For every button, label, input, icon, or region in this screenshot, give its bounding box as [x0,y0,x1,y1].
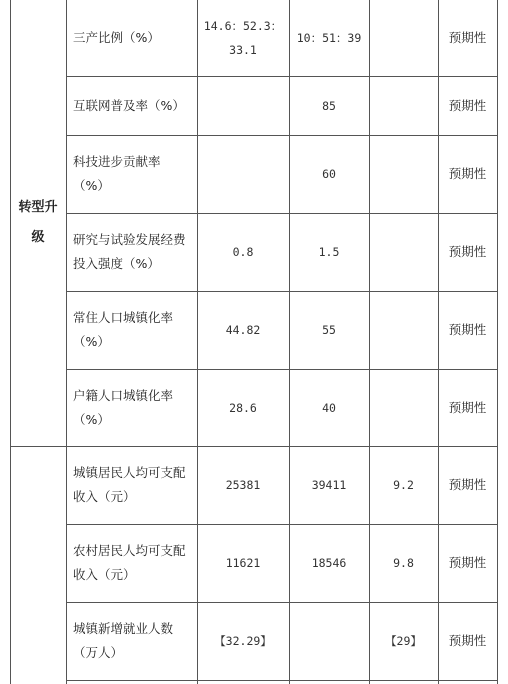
indicator-name: 科技进步贡献率 [73,154,161,169]
base-value-cell [197,369,289,446]
base-value-cell [197,213,289,291]
indicator-name: 户籍人口城镇化率 [73,387,174,403]
indicator-name-cell [66,446,197,524]
indicator-name: 互联网普及率（%） [73,97,185,113]
attribute-cell [438,291,497,369]
base-value-line: 14.6：52.3： [203,19,283,33]
attribute-label: 预期性 [448,244,487,259]
base-value-cell [197,524,289,602]
attribute-cell [438,446,497,524]
target-value-cell [289,446,369,524]
target-value-cell [289,291,369,369]
base-value-cell [197,76,289,135]
attribute-label: 预期性 [448,166,487,181]
indicator-name: （%） [73,411,110,427]
indicator-name: 收入（元） [73,567,136,582]
indicator-name-cell [66,0,197,76]
category-cell [10,0,66,446]
target-value-cell [289,602,369,680]
indicator-name-cell [66,524,197,602]
growth-value-cell [369,213,438,291]
base-value-line: 44.82 [225,323,261,337]
attribute-label: 预期性 [448,30,487,45]
indicator-name: 收入（元） [73,489,136,504]
category-label-line1: 转型升 [18,200,58,215]
indicator-name-cell [66,213,197,291]
attribute-cell [438,602,497,680]
indicator-name-cell [66,135,197,213]
growth-value-cell [369,135,438,213]
attribute-cell [438,524,497,602]
indicator-name-cell [66,291,197,369]
base-value-line: 11621 [225,556,261,570]
target-value: 85 [322,98,336,113]
growth-value-cell [369,602,438,680]
target-value-cell [289,213,369,291]
attribute-cell [438,0,497,76]
target-value: 55 [322,323,336,337]
attribute-label: 预期性 [448,399,487,415]
base-value-cell [197,135,289,213]
indicator-name-cell [66,76,197,135]
indicator-name: 农村居民人均可支配 [73,543,186,558]
growth-value-cell [369,446,438,524]
indicator-name-cell [66,369,197,446]
growth-value-cell [369,0,438,76]
target-value: 60 [322,167,336,181]
indicator-name: （%） [73,334,110,349]
attribute-cell [438,369,497,446]
target-value-cell [289,0,369,76]
indicator-name: 三产比例（%） [73,30,160,45]
target-value-cell [289,369,369,446]
indicator-name: 研究与试验发展经费 [73,232,186,247]
growth-value: 9.2 [393,478,414,492]
target-value-cell [289,76,369,135]
indicator-name: 城镇新增就业人数 [73,621,174,636]
base-value-line: 0.8 [232,245,254,259]
base-value-line: 33.1 [229,43,257,57]
growth-value-cell [369,291,438,369]
attribute-label: 预期性 [448,633,487,648]
attribute-cell [438,76,497,135]
base-value-cell [197,291,289,369]
target-value-cell [289,135,369,213]
indicator-name: （%） [73,178,110,193]
attribute-label: 预期性 [448,97,487,113]
growth-value-cell [369,524,438,602]
attribute-label: 预期性 [448,322,487,337]
target-value: 10：51：39 [296,31,362,45]
attribute-cell [438,213,497,291]
indicator-name: （万人） [73,645,124,660]
base-value-cell [197,0,289,76]
growth-value: 【29】 [385,634,422,648]
base-value-cell [197,602,289,680]
indicator-name: 常住人口城镇化率 [73,310,174,325]
growth-value: 9.8 [393,556,414,570]
growth-value-cell [369,76,438,135]
growth-value-cell [369,369,438,446]
base-value-cell [197,446,289,524]
row-divider [66,680,498,681]
table-border-right [497,0,498,684]
attribute-label: 预期性 [448,555,487,570]
target-value: 39411 [311,478,347,492]
indicator-name: 投入强度（%） [73,256,160,271]
target-value-cell [289,524,369,602]
target-value: 40 [322,400,336,415]
attribute-label: 预期性 [448,477,487,492]
indicator-name: 城镇居民人均可支配 [73,465,186,480]
base-value-line: 25381 [225,478,261,492]
base-value-line: 28.6 [229,400,257,415]
base-value-line: 【32.29】 [214,634,272,648]
target-value: 1.5 [318,245,340,259]
category-label-line2: 级 [31,230,45,245]
attribute-cell [438,135,497,213]
target-value: 18546 [311,556,347,570]
indicator-name-cell [66,602,197,680]
